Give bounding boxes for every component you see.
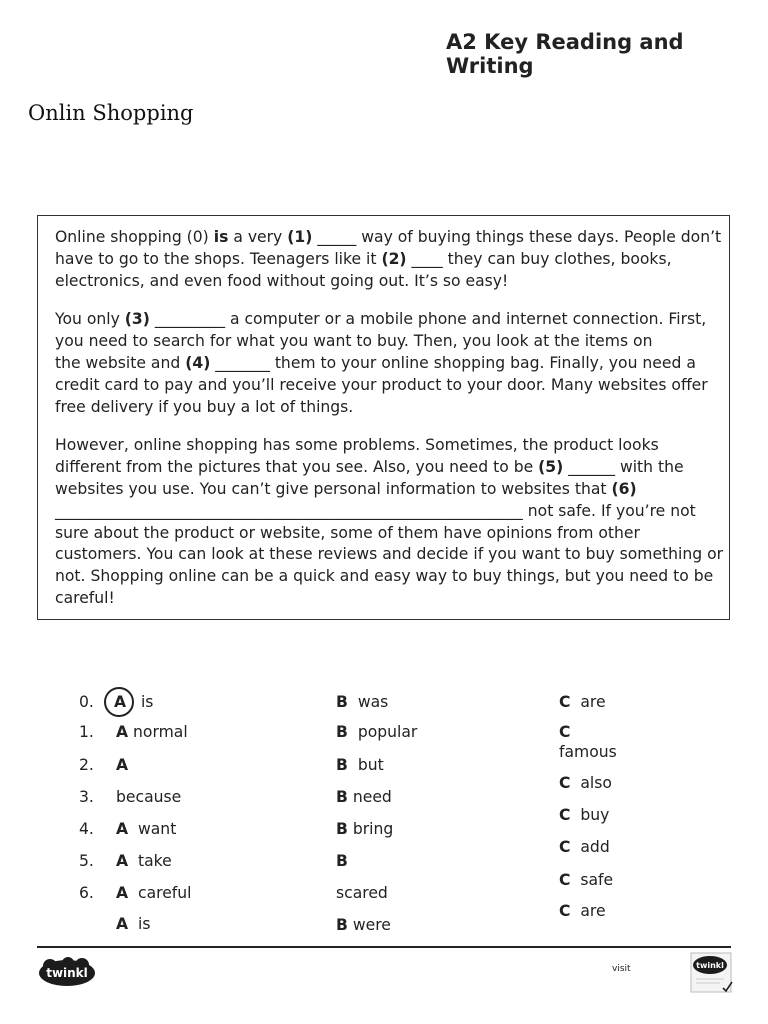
option-letter: C — [559, 693, 571, 711]
option-a-row1[interactable] — [116, 722, 188, 742]
option-text: were — [352, 916, 391, 934]
option-text: because — [116, 788, 182, 806]
option-text: but — [357, 756, 384, 774]
option-b-row4[interactable] — [336, 819, 393, 839]
badge-text: twinkl — [696, 961, 724, 970]
question-number: 2. — [79, 756, 94, 774]
option-letter: A — [116, 915, 129, 933]
option-letter: B — [336, 723, 348, 741]
option-letter: C — [559, 838, 571, 856]
option-text: famous — [559, 743, 617, 761]
question-number: 4. — [79, 820, 94, 838]
option-letter: B — [336, 693, 348, 711]
passage-text: a very — [228, 228, 288, 246]
passage-paragraph-1 — [55, 227, 725, 292]
visit-link[interactable]: visit — [612, 964, 631, 974]
option-b-row6[interactable] — [336, 883, 388, 903]
passage-text: the website and — [55, 353, 186, 372]
reading-passage — [55, 227, 725, 627]
passage-text: ____________________________________________________________ not safe. If you’re not sure about the product or website, some of them have opinions from other customers. You can look at these reviews and decide if you want to buy something or not. Shopping online can be a quick and easy way to buy things, but you need to be careful! — [55, 501, 724, 607]
option-a-row5[interactable] — [116, 851, 172, 871]
option-text: is — [140, 693, 154, 711]
gap-number-1: (1) — [287, 228, 313, 246]
option-text: careful — [138, 884, 192, 902]
option-a-row2[interactable] — [116, 755, 128, 775]
option-a-row4[interactable] — [116, 819, 176, 839]
option-text: safe — [580, 871, 614, 889]
example-answer: is — [213, 228, 229, 246]
option-letter: B — [336, 852, 348, 870]
option-b-row0[interactable] — [336, 692, 388, 712]
gap-number-6: (6) — [611, 479, 637, 498]
option-text: add — [580, 838, 610, 856]
option-c-row3[interactable] — [559, 805, 609, 825]
option-text: also — [580, 774, 612, 792]
passage-text: _____ way of buying things these days. People don’t have to go to the shops. Teenagers like it — [55, 228, 722, 268]
logo-text: twinkl — [46, 966, 88, 980]
option-b-row5[interactable] — [336, 851, 348, 871]
passage-paragraph-2 — [55, 309, 725, 418]
passage-text: _______ them to your online shopping bag. Finally, you need a credit card to pay and you’ll receive your product to your door. Many websites offer free delivery if you buy a lot of things. — [55, 353, 708, 416]
option-text: scared — [336, 884, 388, 902]
option-text: take — [138, 852, 172, 870]
option-letter: A — [116, 756, 129, 774]
passage-text: ____ they can buy clothes, books, electronics, and even food without going out. It’s so easy! — [55, 249, 672, 290]
option-a-row6[interactable] — [116, 883, 192, 903]
option-c-row1[interactable] — [559, 722, 639, 762]
option-c-row0[interactable] — [559, 692, 606, 712]
option-a-row7[interactable] — [116, 914, 150, 934]
option-b-row2[interactable] — [336, 755, 384, 775]
option-a-row3[interactable] — [116, 787, 181, 807]
option-letter: A — [116, 820, 129, 838]
option-text: are — [580, 902, 606, 920]
option-text: popular — [357, 723, 418, 741]
option-letter: C — [559, 723, 571, 741]
option-b-row7[interactable] — [336, 915, 391, 935]
gap-number-3: (3) — [124, 310, 150, 329]
option-letter: C — [559, 774, 571, 792]
option-letter: C — [559, 902, 571, 920]
question-number: 6. — [79, 884, 94, 902]
option-c-row4[interactable] — [559, 837, 610, 857]
option-text: want — [138, 820, 177, 838]
option-c-row6[interactable] — [559, 901, 606, 921]
option-letter: C — [559, 871, 571, 889]
option-text: normal — [133, 723, 188, 741]
option-text: need — [352, 788, 392, 806]
question-number: 3. — [79, 788, 94, 806]
option-letter: A — [116, 852, 129, 870]
gap-number-4: (4) — [185, 353, 211, 372]
option-letter: B — [336, 820, 348, 838]
option-text: is — [138, 915, 151, 933]
page-subtitle: Onlin Shopping — [28, 101, 194, 125]
passage-paragraph-3 — [55, 435, 725, 609]
option-b-row3[interactable] — [336, 787, 392, 807]
option-b-row1[interactable] — [336, 722, 417, 742]
option-c-row2[interactable] — [559, 773, 612, 793]
question-number: 1. — [79, 723, 94, 741]
twinkl-logo[interactable] — [38, 957, 96, 987]
passage-text: You only — [55, 310, 125, 329]
twinkl-badge — [690, 952, 734, 994]
gap-number-2: (2) — [381, 249, 407, 268]
option-letter: B — [336, 788, 348, 806]
option-text: buy — [580, 806, 610, 824]
option-letter: C — [559, 806, 571, 824]
question-number: 5. — [79, 852, 94, 870]
footer-divider — [37, 946, 731, 948]
gap-number-5: (5) — [538, 458, 564, 477]
option-letter: A — [116, 884, 129, 902]
option-letter: B — [336, 916, 348, 934]
passage-text: However, online shopping has some problems. Sometimes, the product looks different from the pictures that you see. Also, you need to be — [55, 436, 659, 477]
option-text: bring — [352, 820, 394, 838]
option-a-row0[interactable] — [114, 692, 153, 712]
option-c-row5[interactable] — [559, 870, 613, 890]
option-letter: A — [116, 723, 129, 741]
passage-text: Online shopping (0) — [55, 228, 214, 246]
page-title: A2 Key Reading and Writing — [446, 30, 684, 78]
passage-text: _________ a computer or a mobile phone and internet connection. First, you need to search for what you want to buy. Then, you look at the items on — [55, 310, 707, 351]
option-text: are — [580, 693, 606, 711]
option-letter: A — [114, 693, 127, 711]
question-number: 0. — [79, 693, 94, 711]
option-letter: B — [336, 756, 348, 774]
passage-text: ______ with the websites you use. You can’t give personal information to websites that — [55, 458, 684, 498]
option-text: was — [357, 693, 389, 711]
